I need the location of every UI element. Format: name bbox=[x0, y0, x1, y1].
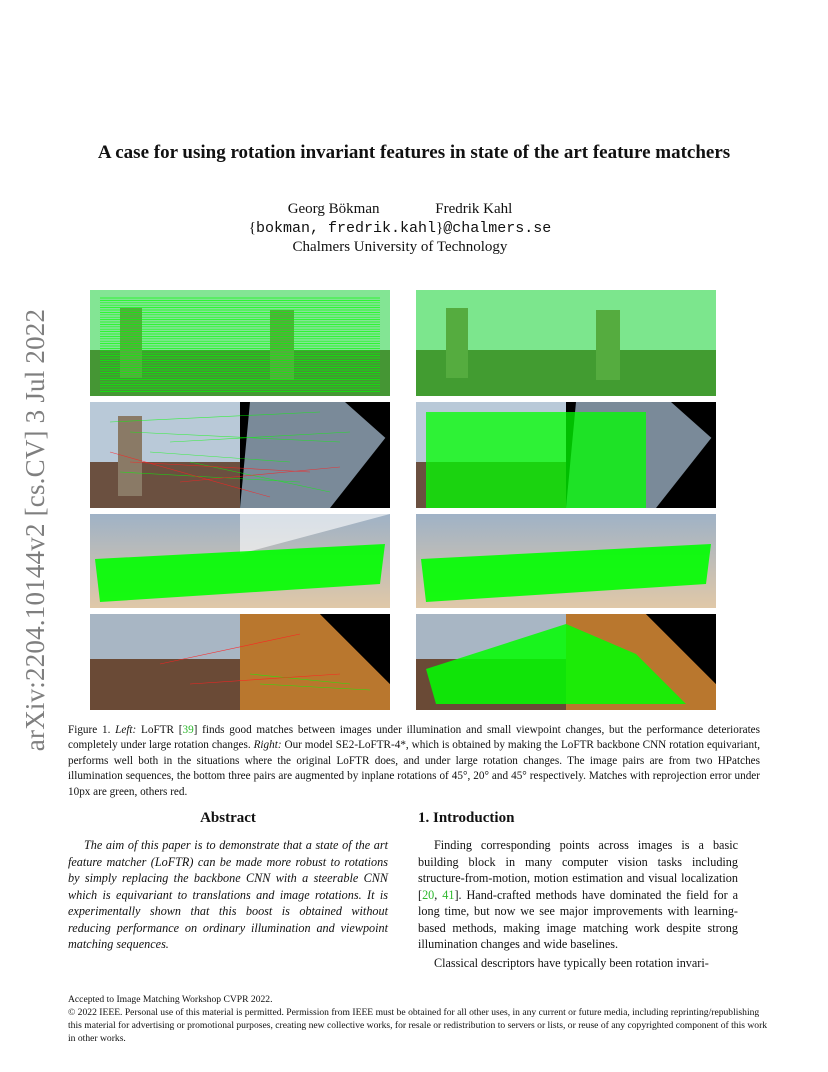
match-panel-left-4 bbox=[90, 614, 390, 710]
page-footer bbox=[68, 993, 768, 1045]
introduction-heading: 1. Introduction bbox=[418, 810, 515, 826]
intro-paragraph: Finding corresponding points across images is a basic building block in many computer vision tasks including structure-from-motion, motion estimation and visual localization [20, 41]. Hand-crafted methods have dominated the field for a long time, but now we see major improvements with learning-based methods, making image matching work despite strong illumination changes and wide baselines. bbox=[418, 838, 739, 951]
abstract-heading: Abstract bbox=[200, 810, 256, 826]
figure-caption: Figure 1. Left: LoFTR [39] finds good matches between images under illumination and small viewpoint changes, but the performance deteriorates completely under large rotation changes. Right: Our model SE2-LoFTR-4*, which is obtained by making the LoFTR backbone CNN rotation equivariant, performs well both in the situations where the original LoFTR does, and under large rotation changes. The image pairs are from two HPatches illumination sequences, the bottom three pairs are augmented by inplane rotations of 45°, 20° and 45° respectively. Matches with reprojection error under 10px are green, others red. bbox=[68, 724, 761, 798]
author-names bbox=[200, 200, 600, 219]
footer-accepted: Accepted to Image Matching Workshop CVPR 2022. bbox=[68, 994, 273, 1005]
match-panel-right-3 bbox=[416, 514, 716, 608]
author-name: Georg Bökman bbox=[287, 201, 380, 217]
paper-title: A case for using rotation invariant features in state of the art feature matchers bbox=[97, 142, 731, 163]
match-panel-left-3 bbox=[90, 514, 390, 608]
abstract-text: The aim of this paper is to demonstrate that a state of the art feature matcher (LoFTR) can be made more robust to rotations by simply replacing the backbone CNN with a steerable CNN which is equivariant to translations and image rotations. It is experimentally shown that this boost is obtained without reducing performance on ordinary illumination and viewpoint matching sequences. bbox=[68, 838, 388, 951]
intro-paragraph: Classical descriptors have typically been rotation invari- bbox=[434, 955, 709, 970]
match-panel-left-1 bbox=[90, 290, 390, 396]
introduction-section bbox=[418, 810, 738, 971]
citation-link[interactable]: 39 bbox=[182, 724, 194, 736]
author-email: {bokman, fredrik.kahl}@chalmers.se bbox=[248, 220, 552, 237]
match-panel-right-2 bbox=[416, 402, 716, 508]
author-block bbox=[200, 200, 600, 257]
author-name: Fredrik Kahl bbox=[435, 201, 513, 217]
arxiv-stamp: arXiv:2204.10144v2 [cs.CV] 3 Jul 2022 bbox=[20, 308, 50, 752]
match-panel-left-2 bbox=[90, 402, 390, 508]
figure-1-matches bbox=[90, 290, 716, 710]
author-affiliation: Chalmers University of Technology bbox=[292, 239, 508, 255]
match-panel-right-1 bbox=[416, 290, 716, 396]
match-panel-right-4 bbox=[416, 614, 716, 710]
footer-copyright: © 2022 IEEE. Personal use of this material is permitted. Permission from IEEE must be obtained for all other uses, in any current or future media, including reprinting/republishing this material for advertising or promotional purposes, creating new collective works, for resale or redistribution to servers or lists, or reuse of any copyrighted component of this work in other works. bbox=[68, 1007, 768, 1044]
citation-link[interactable]: 41 bbox=[442, 887, 455, 902]
abstract-section bbox=[68, 810, 388, 965]
citation-link[interactable]: 20 bbox=[422, 887, 435, 902]
